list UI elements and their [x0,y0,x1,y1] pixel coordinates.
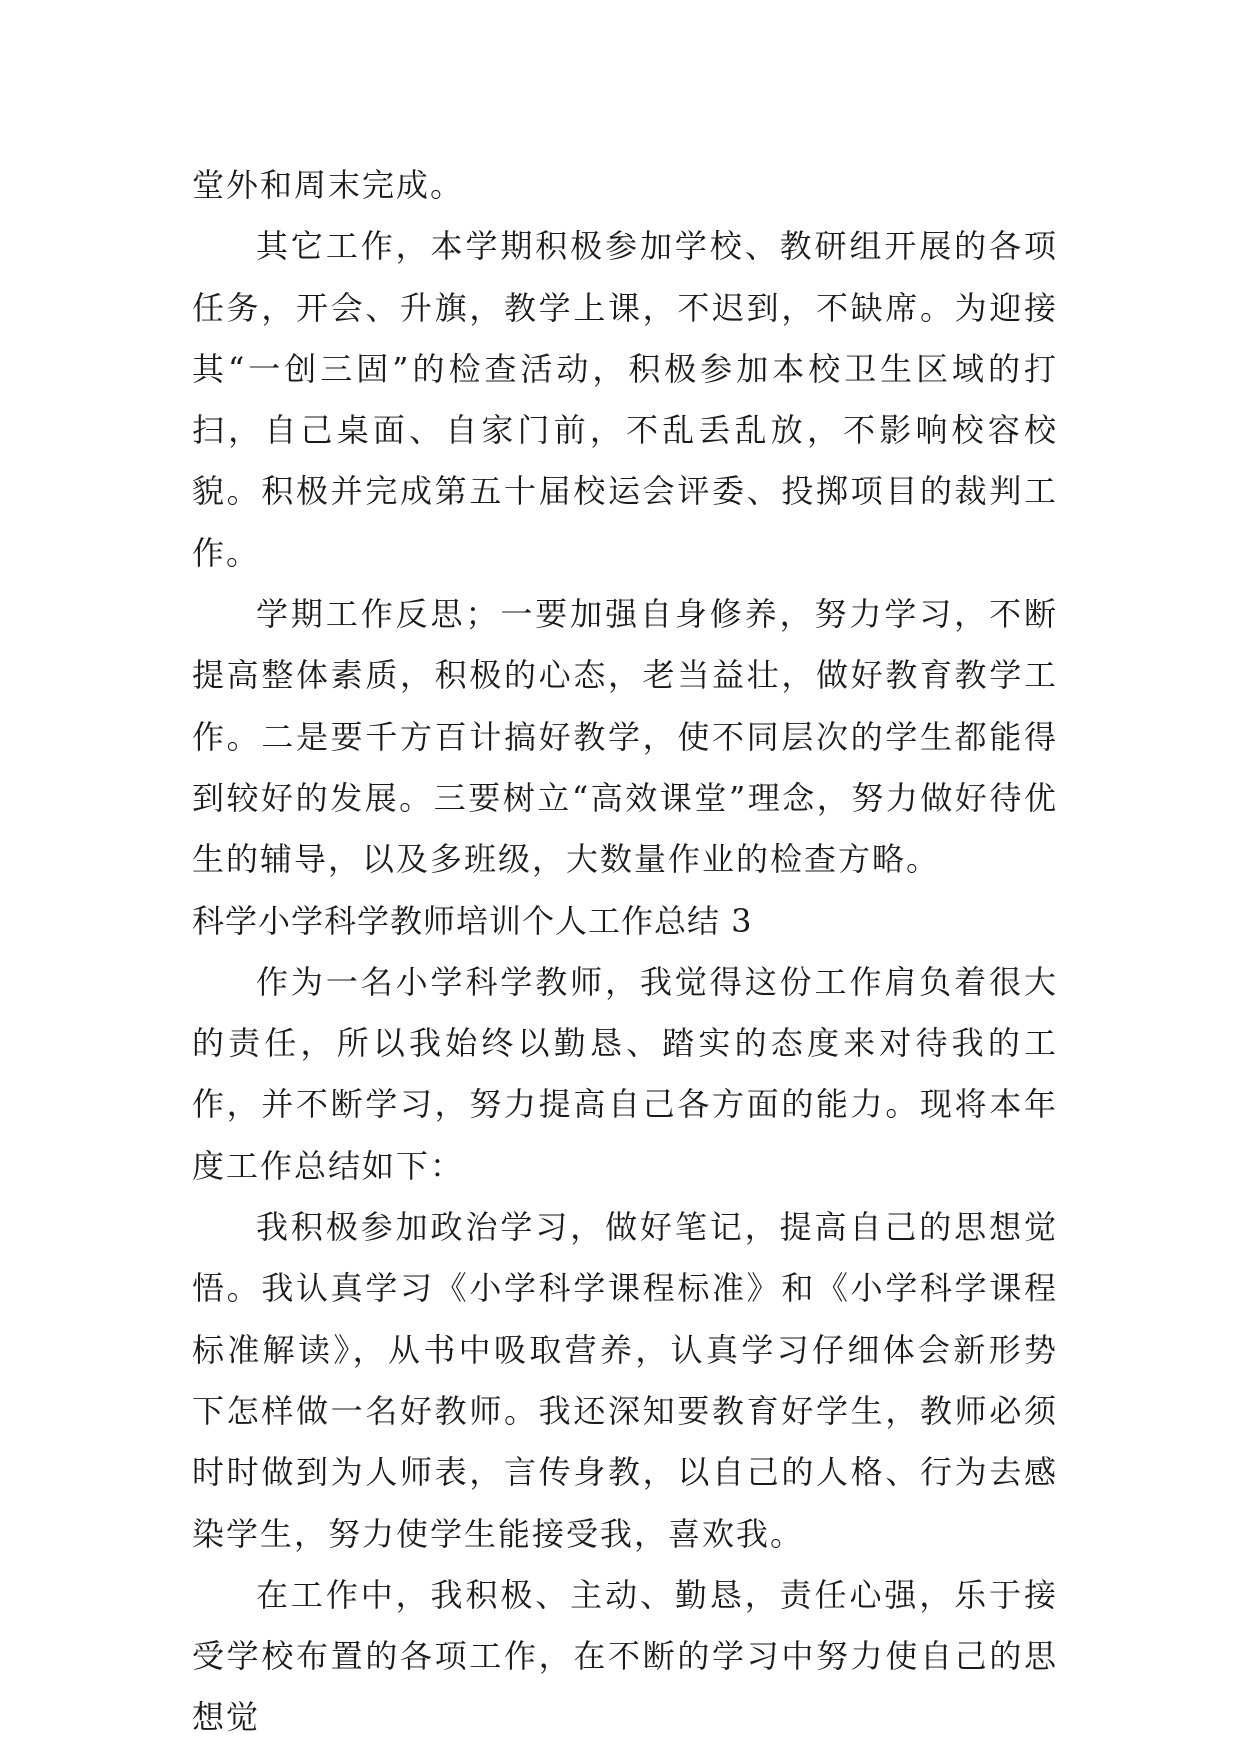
paragraph-work-attitude: 在工作中，我积极、主动、勤恳，责任心强，乐于接受学校布置的各项工作，在不断的学习中努力使自己的思想觉 [192,1575,1058,1737]
paragraph-continuation: 堂外和周末完成。 [192,166,465,204]
paragraph-intro: 作为一名小学科学教师，我觉得这份工作肩负着很大的责任，所以我始终以勤恳、踏实的态度来对待我的工作，并不断学习，努力提高自己各方面的能力。现将本年度工作总结如下： [192,962,1058,1185]
document-body [192,155,1058,1749]
section-heading: 科学小学科学教师培训个人工作总结 3 [192,901,753,940]
paragraph-other-work: 其它工作，本学期积极参加学校、教研组开展的各项任务，开会、升旗，教学上课，不迟到，不缺席。为迎接其“一创三固”的检查活动，积极参加本校卫生区域的打扫，自己桌面、自家门前，不乱丢乱放，不影响校容校貌。积极并完成第五十届校运会评委、投掷项目的裁判工作。 [192,227,1058,572]
paragraph-reflection: 学期工作反思；一要加强自身修养，努力学习，不断提高整体素质，积极的心态，老当益壮，做好教育教学工作。二是要千方百计搞好教学，使不同层次的学生都能得到较好的发展。三要树立“高效课堂”理念，努力做好待优生的辅导，以及多班级，大数量作业的检查方略。 [192,595,1058,879]
paragraph-political-study: 我积极参加政治学习，做好笔记，提高自己的思想觉悟。我认真学习《小学科学课程标准》和《小学科学课程标准解读》，从书中吸取营养，认真学习仔细体会新形势下怎样做一名好教师。我还深知要教育好学生，教师必须时时做到为人师表，言传身教，以自己的人格、行为去感染学生，努力使学生能接受我，喜欢我。 [192,1208,1058,1553]
